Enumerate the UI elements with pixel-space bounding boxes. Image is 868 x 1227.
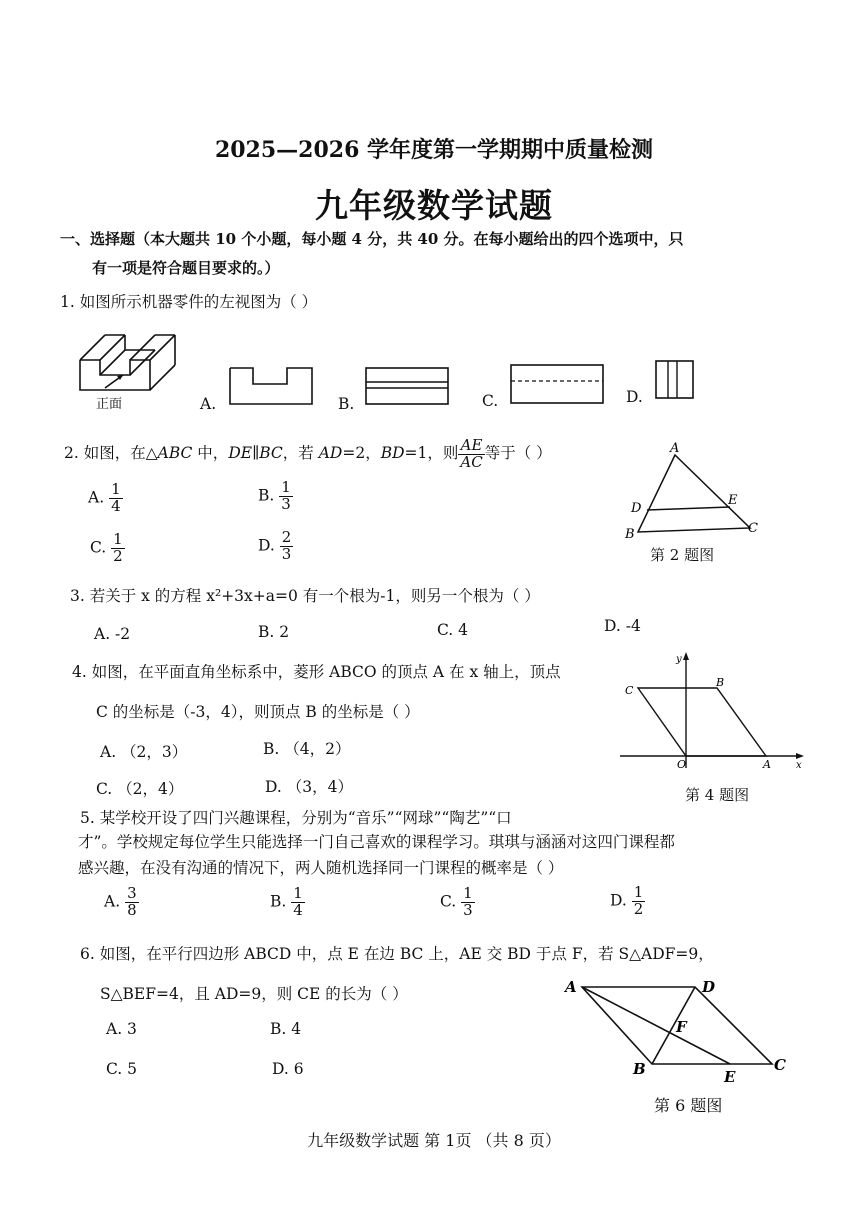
- q5-option-c-den: 3: [463, 900, 473, 919]
- q3-option-c: C. 4: [437, 621, 469, 639]
- q6-fig-label-e: E: [724, 1068, 736, 1086]
- question-5-line1: 5. 某学校开设了四门兴趣课程，分别为“音乐”“网球”“陶艺”“口: [80, 809, 512, 827]
- q2-ratio-fraction: [458, 435, 484, 471]
- q2-fig-label-e: E: [728, 493, 738, 508]
- question-1-text: 1. 如图所示机器零件的左视图为（ ）: [60, 293, 318, 311]
- q2-fig-label-d: D: [631, 501, 642, 516]
- q2-option-a-label: A.: [88, 488, 105, 507]
- q5-option-b-label: B.: [270, 892, 287, 911]
- q2-option-b: [258, 480, 293, 513]
- q5-option-d-den: 2: [633, 899, 644, 918]
- q4-figure-caption: 第 4 题图: [685, 786, 750, 804]
- q5-option-b-num: 1: [293, 884, 303, 902]
- q2-triangle-figure: [620, 440, 770, 545]
- q5-option-a-label: A.: [104, 892, 121, 911]
- q5-option-c-num: 1: [463, 884, 473, 902]
- q5-option-a: [104, 886, 139, 919]
- q2-option-a-fraction: [109, 482, 123, 515]
- subject-title: 九年级数学试题: [315, 186, 553, 225]
- question-3-text: 3. 若关于 x 的方程 x²+3x+a=0 有一个根为-1，则另一个根为（ ）: [70, 587, 540, 605]
- q5-option-a-num: 3: [127, 884, 137, 902]
- q4-option-a: A. （2，3）: [100, 743, 188, 761]
- q2-fraction-numerator: AE: [458, 438, 484, 455]
- q6-fig-label-b: B: [633, 1060, 646, 1078]
- question-4-line2: C 的坐标是（-3，4），则顶点 B 的坐标是（ ）: [96, 703, 420, 721]
- q2-segment-de: DE: [228, 444, 253, 462]
- q2-text-mid1: 中，: [192, 444, 229, 462]
- q3-option-d: D. -4: [604, 617, 641, 635]
- question-6-line2: S△BEF=4，且 AD=9，则 CE 的长为（ ）: [100, 985, 408, 1003]
- q2-fig-label-c: C: [748, 521, 758, 536]
- question-2-text: [64, 436, 552, 470]
- q2-bd-value: =1，则: [404, 444, 459, 462]
- q1-option-d-figure: [655, 360, 695, 400]
- q3-option-a: A. -2: [94, 625, 131, 643]
- question-5-line3: 感兴趣，在没有沟通的情况下，两人随机选择同一门课程的概率是（ ）: [78, 859, 564, 877]
- q2-ad-value: =2，: [342, 444, 381, 462]
- q6-option-a: A. 3: [106, 1020, 137, 1038]
- q2-figure-caption: 第 2 题图: [650, 546, 715, 564]
- q2-triangle-name: ABC: [157, 444, 193, 462]
- q2-option-a: [88, 482, 123, 515]
- question-5-line2: 才”。学校规定每位学生只能选择一门自己喜欢的课程学习。琪琪与涵涵对这四门课程都: [78, 833, 675, 851]
- q1-option-d-label: D.: [626, 388, 643, 406]
- q2-option-d-label: D.: [258, 536, 275, 555]
- q6-option-c: C. 5: [106, 1060, 138, 1078]
- q1-option-a-figure: [229, 367, 313, 405]
- q2-option-d-num: 2: [281, 528, 292, 546]
- q4-coordinate-figure: [620, 650, 810, 775]
- q6-fig-label-c: C: [774, 1056, 786, 1074]
- q2-option-a-den: 4: [111, 496, 121, 515]
- q2-option-b-label: B.: [258, 486, 275, 505]
- q2-option-d: [258, 530, 293, 563]
- q4-fig-label-y: y: [676, 654, 682, 665]
- q2-fig-label-b: B: [625, 527, 635, 542]
- q2-option-c-label: C.: [90, 538, 107, 557]
- question-4-line1: 4. 如图，在平面直角坐标系中，菱形 ABCO 的顶点 A 在 x 轴上，顶点: [72, 663, 561, 681]
- q6-fig-label-a: A: [565, 978, 577, 996]
- exam-title: 2025—2026 学年度第一学期期中质量检测: [214, 137, 654, 163]
- q5-option-c-fraction: [461, 886, 475, 919]
- q2-text-after: 等于（ ）: [484, 444, 552, 462]
- q2-option-c-den: 2: [113, 546, 123, 565]
- q4-option-b: B. （4，2）: [263, 740, 351, 758]
- q5-option-d-fraction: [632, 885, 646, 918]
- q1-option-b-figure: [365, 367, 449, 405]
- q2-option-b-fraction: [279, 480, 293, 513]
- q5-option-b-fraction: [291, 886, 305, 919]
- q4-fig-label-a: A: [763, 758, 771, 771]
- q2-option-b-den: 3: [281, 494, 291, 513]
- section-heading-line1: 一、选择题（本大题共 10 个小题，每小题 4 分，共 40 分。在每小题给出的四个选项中，只: [60, 230, 684, 248]
- q2-option-c: [90, 532, 125, 565]
- q5-option-c: [440, 886, 475, 919]
- q6-option-d: D. 6: [272, 1060, 304, 1078]
- q6-figure-caption: 第 6 题图: [654, 1096, 723, 1115]
- q5-option-a-fraction: [125, 886, 139, 919]
- q2-text-before: 2. 如图，在△: [64, 444, 158, 462]
- q6-parallelogram-figure: [560, 972, 800, 1087]
- q2-option-d-fraction: [280, 530, 294, 563]
- q5-option-d-num: 1: [633, 883, 644, 901]
- q2-fig-label-a: A: [670, 441, 680, 456]
- q2-fraction-denominator: AC: [460, 452, 483, 471]
- q4-fig-label-x: x: [796, 760, 802, 771]
- q1-option-c-label: C.: [482, 392, 499, 410]
- q2-option-a-num: 1: [111, 480, 121, 498]
- q2-option-c-fraction: [111, 532, 125, 565]
- question-6-line1: 6. 如图，在平行四边形 ABCD 中，点 E 在边 BC 上，AE 交 BD 于点 F，若 S△ADF=9，: [80, 945, 714, 963]
- q4-option-d: D. （3，4）: [265, 778, 353, 796]
- q1-option-c-figure: [510, 364, 604, 404]
- q5-option-c-label: C.: [440, 892, 457, 911]
- q5-option-d: [610, 885, 645, 918]
- q5-option-b-den: 4: [293, 900, 303, 919]
- q4-fig-label-o: O: [677, 758, 687, 771]
- q5-option-d-label: D.: [610, 891, 627, 910]
- q2-text-mid2: ，若: [282, 444, 319, 462]
- q4-option-c: C. （2，4）: [96, 780, 184, 798]
- q2-segment-bc: BC: [259, 444, 283, 462]
- q6-fig-label-d: D: [702, 978, 716, 996]
- q6-fig-label-f: F: [676, 1018, 687, 1036]
- q4-fig-label-b: B: [716, 676, 725, 689]
- q3-option-b: B. 2: [258, 623, 290, 641]
- section-heading-line2: 有一项是符合题目要求的。）: [92, 259, 280, 277]
- q2-option-c-num: 1: [113, 530, 123, 548]
- q1-front-label: 正面: [96, 397, 123, 412]
- q2-parallel-symbol: ∥: [252, 444, 260, 462]
- q2-segment-bd: BD: [380, 444, 405, 462]
- q6-option-b: B. 4: [270, 1020, 302, 1038]
- q1-option-a-label: A.: [200, 395, 217, 413]
- q2-option-b-num: 1: [281, 478, 291, 496]
- q2-segment-ad: AD: [318, 444, 343, 462]
- page-footer: 九年级数学试题 第 1页 （共 8 页）: [307, 1131, 561, 1150]
- q1-option-b-label: B.: [338, 395, 355, 413]
- q5-option-b: [270, 886, 305, 919]
- q5-option-a-den: 8: [127, 900, 137, 919]
- q2-option-d-den: 3: [281, 544, 292, 563]
- q1-solid-figure: [75, 320, 190, 395]
- q4-fig-label-c: C: [625, 684, 634, 697]
